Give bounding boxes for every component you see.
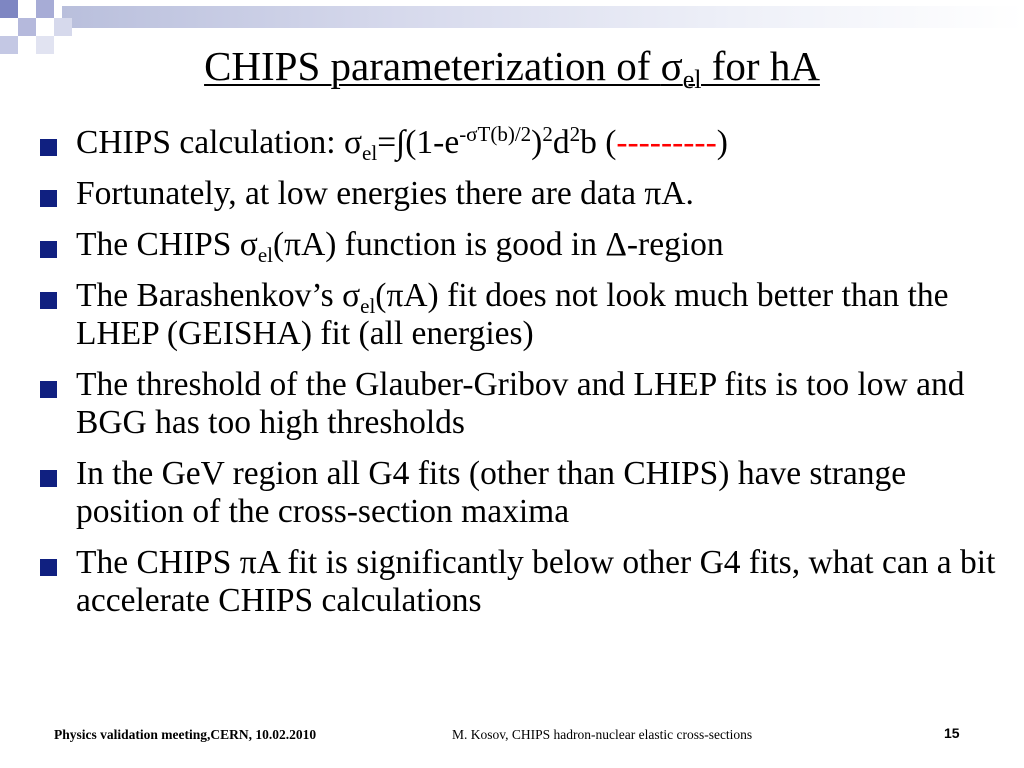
slide-title (0, 40, 1024, 92)
bullet-square-icon (40, 292, 57, 309)
b3-text2: (πA) function is good in Δ-region (273, 226, 724, 263)
bullet-item (38, 455, 1013, 531)
b3-text: The CHIPS (76, 226, 240, 263)
b1-sub: el (362, 141, 378, 165)
footer-meeting: Physics validation meeting,CERN, 10.02.2010 (54, 727, 317, 742)
bullet-square-icon (40, 190, 57, 207)
bullet-square-icon (40, 241, 57, 258)
b1-sup3: 2 (569, 122, 581, 146)
title-post: for hA (701, 43, 820, 89)
page-number: 15 (944, 725, 960, 741)
checker-square (36, 0, 54, 18)
bullet-item (38, 544, 1013, 620)
b3-sigma: σ (239, 226, 258, 263)
bullet-item (38, 122, 1013, 165)
bullet-item (38, 366, 1013, 442)
bullet-square-icon (40, 139, 57, 156)
bullet-item (38, 277, 1013, 353)
b1-text5: b ( (580, 124, 617, 161)
b7-text: The CHIPS πA fit is significantly below other G4 fits, what can a bit accelerate CHIPS calculations (76, 544, 996, 619)
b5-text: The threshold of the Glauber-Gribov and LHEP fits is too low and BGG has too high thresholds (76, 366, 965, 441)
footer-author: M. Kosov, CHIPS hadron-nuclear elastic cross-sections (452, 727, 753, 742)
b1-red-dashes: --------- (616, 124, 717, 161)
gradient-band (62, 6, 1024, 28)
b1-sigma: σ (343, 124, 363, 161)
b4-sigma: σ (342, 277, 361, 314)
bullet-item (38, 226, 1013, 267)
title-sigma: σ (660, 43, 683, 89)
b2-text: Fortunately, at low energies there are data πA. (76, 175, 694, 212)
bullet-list (38, 124, 1013, 633)
b1-text6: ) (716, 124, 728, 161)
bullet-square-icon (40, 559, 57, 576)
b1-sup2: 2 (542, 122, 553, 146)
bullet-item (38, 175, 1013, 213)
b1-text4: d (552, 124, 570, 161)
b1-text3: ) (531, 124, 543, 161)
checker-square (0, 0, 18, 18)
b4-text: The Barashenkov’s (76, 277, 343, 314)
checker-square (54, 18, 72, 36)
bullet-square-icon (40, 381, 57, 398)
b6-text: In the GeV region all G4 fits (other than CHIPS) have strange position of the cross-section maxima (76, 455, 907, 530)
b1-sup: -σT(b)/2 (459, 122, 532, 146)
title-pre: CHIPS parameterization of (204, 43, 661, 89)
b1-text2: =∫(1-e (377, 124, 460, 161)
b1-text: CHIPS calculation: (76, 124, 344, 161)
bullet-square-icon (40, 470, 57, 487)
checker-square (18, 18, 36, 36)
b3-sub: el (257, 243, 274, 267)
title-sub: el (682, 65, 702, 94)
b4-text2: (πA) fit does not look much better than the LHEP (GEISHA) fit (all energies) (76, 277, 949, 352)
b4-sub: el (360, 294, 376, 318)
